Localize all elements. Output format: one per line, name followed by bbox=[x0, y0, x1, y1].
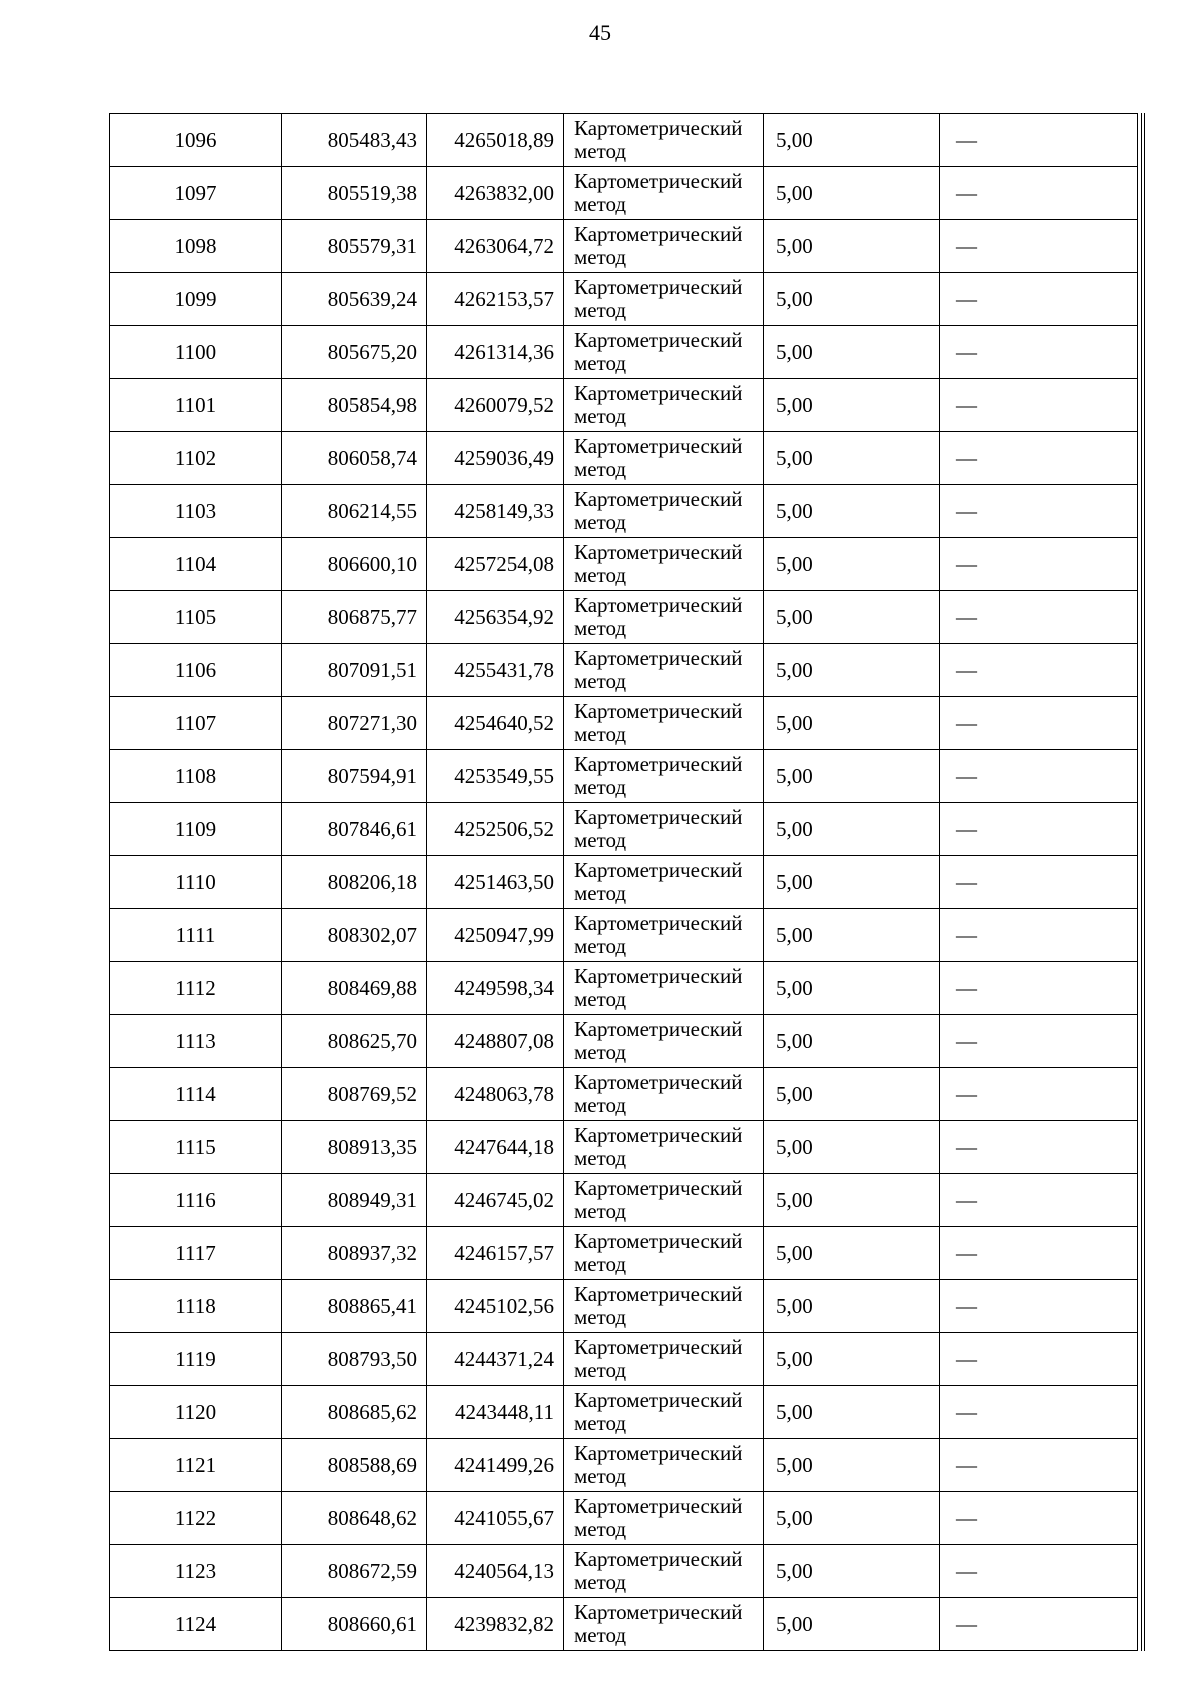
table-row bbox=[110, 1386, 1138, 1439]
description-cell: — bbox=[940, 1492, 1138, 1545]
table-row bbox=[110, 273, 1138, 326]
description-cell: — bbox=[940, 1598, 1138, 1651]
point-number-cell: 1097 bbox=[110, 167, 282, 220]
description-cell: — bbox=[940, 1227, 1138, 1280]
table-row bbox=[110, 326, 1138, 379]
table-row bbox=[110, 803, 1138, 856]
table-row bbox=[110, 379, 1138, 432]
point-number-cell: 1123 bbox=[110, 1545, 282, 1598]
point-number-cell: 1122 bbox=[110, 1492, 282, 1545]
method-line-1: Картометрический bbox=[574, 434, 743, 458]
description-cell: — bbox=[940, 1121, 1138, 1174]
table-row bbox=[110, 1439, 1138, 1492]
method-line-1: Картометрический bbox=[574, 540, 743, 564]
accuracy-cell: 5,00 bbox=[764, 1174, 940, 1227]
method-line-2: метод bbox=[574, 1146, 627, 1170]
coordinates-table bbox=[109, 113, 1138, 1651]
y-coordinate-cell: 4248807,08 bbox=[427, 1015, 564, 1068]
point-number-cell: 1105 bbox=[110, 591, 282, 644]
method-cell bbox=[564, 167, 764, 220]
y-coordinate-cell: 4257254,08 bbox=[427, 538, 564, 591]
method-cell bbox=[564, 750, 764, 803]
table-row bbox=[110, 1015, 1138, 1068]
point-number-cell: 1109 bbox=[110, 803, 282, 856]
point-number-cell: 1104 bbox=[110, 538, 282, 591]
method-line-2: метод bbox=[574, 192, 627, 216]
accuracy-cell: 5,00 bbox=[764, 273, 940, 326]
table-row bbox=[110, 1174, 1138, 1227]
y-coordinate-cell: 4251463,50 bbox=[427, 856, 564, 909]
table-row bbox=[110, 485, 1138, 538]
point-number-cell: 1098 bbox=[110, 220, 282, 273]
method-cell bbox=[564, 1492, 764, 1545]
y-coordinate-cell: 4240564,13 bbox=[427, 1545, 564, 1598]
x-coordinate-cell: 805483,43 bbox=[282, 114, 427, 167]
method-line-1: Картометрический bbox=[574, 381, 743, 405]
x-coordinate-cell: 808648,62 bbox=[282, 1492, 427, 1545]
description-cell: — bbox=[940, 1068, 1138, 1121]
description-cell: — bbox=[940, 1015, 1138, 1068]
accuracy-cell: 5,00 bbox=[764, 167, 940, 220]
method-cell bbox=[564, 591, 764, 644]
table-body bbox=[110, 114, 1138, 1651]
table-row bbox=[110, 909, 1138, 962]
y-coordinate-cell: 4252506,52 bbox=[427, 803, 564, 856]
method-line-1: Картометрический bbox=[574, 646, 743, 670]
accuracy-cell: 5,00 bbox=[764, 591, 940, 644]
method-line-2: метод bbox=[574, 934, 627, 958]
method-cell bbox=[564, 909, 764, 962]
y-coordinate-cell: 4256354,92 bbox=[427, 591, 564, 644]
method-cell bbox=[564, 273, 764, 326]
method-line-2: метод bbox=[574, 139, 627, 163]
method-line-1: Картометрический bbox=[574, 1494, 743, 1518]
accuracy-cell: 5,00 bbox=[764, 1068, 940, 1121]
accuracy-cell: 5,00 bbox=[764, 220, 940, 273]
x-coordinate-cell: 808793,50 bbox=[282, 1333, 427, 1386]
y-coordinate-cell: 4253549,55 bbox=[427, 750, 564, 803]
method-cell bbox=[564, 1280, 764, 1333]
y-coordinate-cell: 4260079,52 bbox=[427, 379, 564, 432]
description-cell: — bbox=[940, 1174, 1138, 1227]
method-cell bbox=[564, 1386, 764, 1439]
x-coordinate-cell: 805854,98 bbox=[282, 379, 427, 432]
accuracy-cell: 5,00 bbox=[764, 114, 940, 167]
table-row bbox=[110, 167, 1138, 220]
accuracy-cell: 5,00 bbox=[764, 962, 940, 1015]
accuracy-cell: 5,00 bbox=[764, 379, 940, 432]
x-coordinate-cell: 807271,30 bbox=[282, 697, 427, 750]
accuracy-cell: 5,00 bbox=[764, 538, 940, 591]
description-cell: — bbox=[940, 591, 1138, 644]
method-cell bbox=[564, 697, 764, 750]
point-number-cell: 1119 bbox=[110, 1333, 282, 1386]
method-line-2: метод bbox=[574, 881, 627, 905]
point-number-cell: 1100 bbox=[110, 326, 282, 379]
description-cell: — bbox=[940, 485, 1138, 538]
method-cell bbox=[564, 432, 764, 485]
method-line-2: метод bbox=[574, 510, 627, 534]
method-line-2: метод bbox=[574, 669, 627, 693]
point-number-cell: 1102 bbox=[110, 432, 282, 485]
method-line-2: метод bbox=[574, 1305, 627, 1329]
method-line-1: Картометрический bbox=[574, 1335, 743, 1359]
method-cell bbox=[564, 220, 764, 273]
accuracy-cell: 5,00 bbox=[764, 1492, 940, 1545]
y-coordinate-cell: 4241055,67 bbox=[427, 1492, 564, 1545]
method-line-1: Картометрический bbox=[574, 752, 743, 776]
description-cell: — bbox=[940, 538, 1138, 591]
accuracy-cell: 5,00 bbox=[764, 1227, 940, 1280]
x-coordinate-cell: 808660,61 bbox=[282, 1598, 427, 1651]
table-row bbox=[110, 538, 1138, 591]
method-cell bbox=[564, 379, 764, 432]
method-cell bbox=[564, 326, 764, 379]
method-line-2: метод bbox=[574, 1517, 627, 1541]
method-line-1: Картометрический bbox=[574, 1176, 743, 1200]
method-line-1: Картометрический bbox=[574, 858, 743, 882]
method-line-1: Картометрический bbox=[574, 593, 743, 617]
point-number-cell: 1114 bbox=[110, 1068, 282, 1121]
point-number-cell: 1101 bbox=[110, 379, 282, 432]
x-coordinate-cell: 808769,52 bbox=[282, 1068, 427, 1121]
x-coordinate-cell: 808206,18 bbox=[282, 856, 427, 909]
point-number-cell: 1099 bbox=[110, 273, 282, 326]
description-cell: — bbox=[940, 167, 1138, 220]
table-row bbox=[110, 750, 1138, 803]
method-line-2: метод bbox=[574, 1199, 627, 1223]
description-cell: — bbox=[940, 909, 1138, 962]
method-line-2: метод bbox=[574, 1464, 627, 1488]
description-cell: — bbox=[940, 644, 1138, 697]
point-number-cell: 1112 bbox=[110, 962, 282, 1015]
method-cell bbox=[564, 644, 764, 697]
y-coordinate-cell: 4263064,72 bbox=[427, 220, 564, 273]
y-coordinate-cell: 4255431,78 bbox=[427, 644, 564, 697]
method-line-2: метод bbox=[574, 828, 627, 852]
method-cell bbox=[564, 1227, 764, 1280]
method-cell bbox=[564, 962, 764, 1015]
method-cell bbox=[564, 1068, 764, 1121]
y-coordinate-cell: 4246745,02 bbox=[427, 1174, 564, 1227]
x-coordinate-cell: 808865,41 bbox=[282, 1280, 427, 1333]
description-cell: — bbox=[940, 1280, 1138, 1333]
y-coordinate-cell: 4246157,57 bbox=[427, 1227, 564, 1280]
description-cell: — bbox=[940, 273, 1138, 326]
y-coordinate-cell: 4244371,24 bbox=[427, 1333, 564, 1386]
x-coordinate-cell: 808588,69 bbox=[282, 1439, 427, 1492]
x-coordinate-cell: 808302,07 bbox=[282, 909, 427, 962]
y-coordinate-cell: 4249598,34 bbox=[427, 962, 564, 1015]
table-row bbox=[110, 856, 1138, 909]
description-cell: — bbox=[940, 1545, 1138, 1598]
point-number-cell: 1111 bbox=[110, 909, 282, 962]
method-line-1: Картометрический bbox=[574, 1282, 743, 1306]
method-line-2: метод bbox=[574, 457, 627, 481]
accuracy-cell: 5,00 bbox=[764, 856, 940, 909]
x-coordinate-cell: 807846,61 bbox=[282, 803, 427, 856]
y-coordinate-cell: 4241499,26 bbox=[427, 1439, 564, 1492]
point-number-cell: 1107 bbox=[110, 697, 282, 750]
method-cell bbox=[564, 1333, 764, 1386]
accuracy-cell: 5,00 bbox=[764, 803, 940, 856]
method-line-1: Картометрический bbox=[574, 1229, 743, 1253]
description-cell: — bbox=[940, 326, 1138, 379]
method-cell bbox=[564, 856, 764, 909]
method-line-2: метод bbox=[574, 245, 627, 269]
method-line-2: метод bbox=[574, 1623, 627, 1647]
point-number-cell: 1103 bbox=[110, 485, 282, 538]
method-line-2: метод bbox=[574, 1093, 627, 1117]
method-cell bbox=[564, 1174, 764, 1227]
description-cell: — bbox=[940, 697, 1138, 750]
table-row bbox=[110, 962, 1138, 1015]
method-line-2: метод bbox=[574, 775, 627, 799]
method-line-1: Картометрический bbox=[574, 116, 743, 140]
method-cell bbox=[564, 1545, 764, 1598]
method-line-1: Картометрический bbox=[574, 805, 743, 829]
x-coordinate-cell: 806600,10 bbox=[282, 538, 427, 591]
table-row bbox=[110, 114, 1138, 167]
x-coordinate-cell: 808469,88 bbox=[282, 962, 427, 1015]
accuracy-cell: 5,00 bbox=[764, 644, 940, 697]
point-number-cell: 1110 bbox=[110, 856, 282, 909]
x-coordinate-cell: 806214,55 bbox=[282, 485, 427, 538]
table-row bbox=[110, 1227, 1138, 1280]
accuracy-cell: 5,00 bbox=[764, 1280, 940, 1333]
y-coordinate-cell: 4243448,11 bbox=[427, 1386, 564, 1439]
table-row bbox=[110, 1545, 1138, 1598]
x-coordinate-cell: 808913,35 bbox=[282, 1121, 427, 1174]
method-cell bbox=[564, 485, 764, 538]
point-number-cell: 1115 bbox=[110, 1121, 282, 1174]
accuracy-cell: 5,00 bbox=[764, 1386, 940, 1439]
x-coordinate-cell: 807594,91 bbox=[282, 750, 427, 803]
description-cell: — bbox=[940, 803, 1138, 856]
method-line-2: метод bbox=[574, 1040, 627, 1064]
method-line-1: Картометрический bbox=[574, 964, 743, 988]
description-cell: — bbox=[940, 962, 1138, 1015]
method-cell bbox=[564, 1121, 764, 1174]
x-coordinate-cell: 807091,51 bbox=[282, 644, 427, 697]
method-cell bbox=[564, 803, 764, 856]
method-line-2: метод bbox=[574, 1411, 627, 1435]
accuracy-cell: 5,00 bbox=[764, 1121, 940, 1174]
method-line-2: метод bbox=[574, 563, 627, 587]
method-line-1: Картометрический bbox=[574, 1600, 743, 1624]
table-row bbox=[110, 432, 1138, 485]
accuracy-cell: 5,00 bbox=[764, 1015, 940, 1068]
y-coordinate-cell: 4247644,18 bbox=[427, 1121, 564, 1174]
method-line-2: метод bbox=[574, 1358, 627, 1382]
point-number-cell: 1106 bbox=[110, 644, 282, 697]
method-cell bbox=[564, 1015, 764, 1068]
table-row bbox=[110, 220, 1138, 273]
description-cell: — bbox=[940, 220, 1138, 273]
description-cell: — bbox=[940, 379, 1138, 432]
accuracy-cell: 5,00 bbox=[764, 750, 940, 803]
description-cell: — bbox=[940, 750, 1138, 803]
description-cell: — bbox=[940, 114, 1138, 167]
method-line-1: Картометрический bbox=[574, 699, 743, 723]
accuracy-cell: 5,00 bbox=[764, 1598, 940, 1651]
x-coordinate-cell: 808685,62 bbox=[282, 1386, 427, 1439]
table-row bbox=[110, 1598, 1138, 1651]
method-line-1: Картометрический bbox=[574, 1388, 743, 1412]
x-coordinate-cell: 805519,38 bbox=[282, 167, 427, 220]
accuracy-cell: 5,00 bbox=[764, 485, 940, 538]
point-number-cell: 1108 bbox=[110, 750, 282, 803]
description-cell: — bbox=[940, 432, 1138, 485]
y-coordinate-cell: 4259036,49 bbox=[427, 432, 564, 485]
table-row bbox=[110, 1280, 1138, 1333]
accuracy-cell: 5,00 bbox=[764, 909, 940, 962]
method-line-2: метод bbox=[574, 351, 627, 375]
method-line-1: Картометрический bbox=[574, 275, 743, 299]
method-line-1: Картометрический bbox=[574, 1441, 743, 1465]
method-line-2: метод bbox=[574, 298, 627, 322]
table-row bbox=[110, 644, 1138, 697]
accuracy-cell: 5,00 bbox=[764, 326, 940, 379]
y-coordinate-cell: 4239832,82 bbox=[427, 1598, 564, 1651]
point-number-cell: 1116 bbox=[110, 1174, 282, 1227]
accuracy-cell: 5,00 bbox=[764, 1545, 940, 1598]
accuracy-cell: 5,00 bbox=[764, 1333, 940, 1386]
x-coordinate-cell: 808625,70 bbox=[282, 1015, 427, 1068]
method-line-2: метод bbox=[574, 1570, 627, 1594]
method-cell bbox=[564, 1598, 764, 1651]
accuracy-cell: 5,00 bbox=[764, 432, 940, 485]
method-cell bbox=[564, 538, 764, 591]
point-number-cell: 1117 bbox=[110, 1227, 282, 1280]
table-row bbox=[110, 591, 1138, 644]
x-coordinate-cell: 805639,24 bbox=[282, 273, 427, 326]
point-number-cell: 1120 bbox=[110, 1386, 282, 1439]
x-coordinate-cell: 805579,31 bbox=[282, 220, 427, 273]
table-row bbox=[110, 1492, 1138, 1545]
accuracy-cell: 5,00 bbox=[764, 1439, 940, 1492]
description-cell: — bbox=[940, 1333, 1138, 1386]
table-row bbox=[110, 1333, 1138, 1386]
y-coordinate-cell: 4258149,33 bbox=[427, 485, 564, 538]
method-line-1: Картометрический bbox=[574, 328, 743, 352]
method-line-1: Картометрический bbox=[574, 1547, 743, 1571]
x-coordinate-cell: 808949,31 bbox=[282, 1174, 427, 1227]
description-cell: — bbox=[940, 1386, 1138, 1439]
y-coordinate-cell: 4265018,89 bbox=[427, 114, 564, 167]
point-number-cell: 1096 bbox=[110, 114, 282, 167]
x-coordinate-cell: 806058,74 bbox=[282, 432, 427, 485]
method-line-1: Картометрический bbox=[574, 911, 743, 935]
method-cell bbox=[564, 114, 764, 167]
method-line-2: метод bbox=[574, 616, 627, 640]
y-coordinate-cell: 4254640,52 bbox=[427, 697, 564, 750]
method-line-1: Картометрический bbox=[574, 1017, 743, 1041]
method-line-2: метод bbox=[574, 722, 627, 746]
x-coordinate-cell: 808937,32 bbox=[282, 1227, 427, 1280]
y-coordinate-cell: 4250947,99 bbox=[427, 909, 564, 962]
point-number-cell: 1118 bbox=[110, 1280, 282, 1333]
accuracy-cell: 5,00 bbox=[764, 697, 940, 750]
table-row bbox=[110, 697, 1138, 750]
x-coordinate-cell: 806875,77 bbox=[282, 591, 427, 644]
table-row bbox=[110, 1121, 1138, 1174]
x-coordinate-cell: 808672,59 bbox=[282, 1545, 427, 1598]
method-line-1: Картометрический bbox=[574, 169, 743, 193]
method-line-1: Картометрический bbox=[574, 1123, 743, 1147]
page-number: 45 bbox=[589, 20, 611, 45]
description-cell: — bbox=[940, 856, 1138, 909]
table-row bbox=[110, 1068, 1138, 1121]
y-coordinate-cell: 4248063,78 bbox=[427, 1068, 564, 1121]
method-line-1: Картометрический bbox=[574, 222, 743, 246]
method-line-1: Картометрический bbox=[574, 1070, 743, 1094]
point-number-cell: 1121 bbox=[110, 1439, 282, 1492]
y-coordinate-cell: 4262153,57 bbox=[427, 273, 564, 326]
method-line-1: Картометрический bbox=[574, 487, 743, 511]
x-coordinate-cell: 805675,20 bbox=[282, 326, 427, 379]
method-line-2: метод bbox=[574, 1252, 627, 1276]
point-number-cell: 1124 bbox=[110, 1598, 282, 1651]
point-number-cell: 1113 bbox=[110, 1015, 282, 1068]
method-line-2: метод bbox=[574, 404, 627, 428]
coordinates-table-wrapper bbox=[109, 113, 1145, 1651]
method-line-2: метод bbox=[574, 987, 627, 1011]
y-coordinate-cell: 4245102,56 bbox=[427, 1280, 564, 1333]
y-coordinate-cell: 4263832,00 bbox=[427, 167, 564, 220]
method-cell bbox=[564, 1439, 764, 1492]
y-coordinate-cell: 4261314,36 bbox=[427, 326, 564, 379]
description-cell: — bbox=[940, 1439, 1138, 1492]
